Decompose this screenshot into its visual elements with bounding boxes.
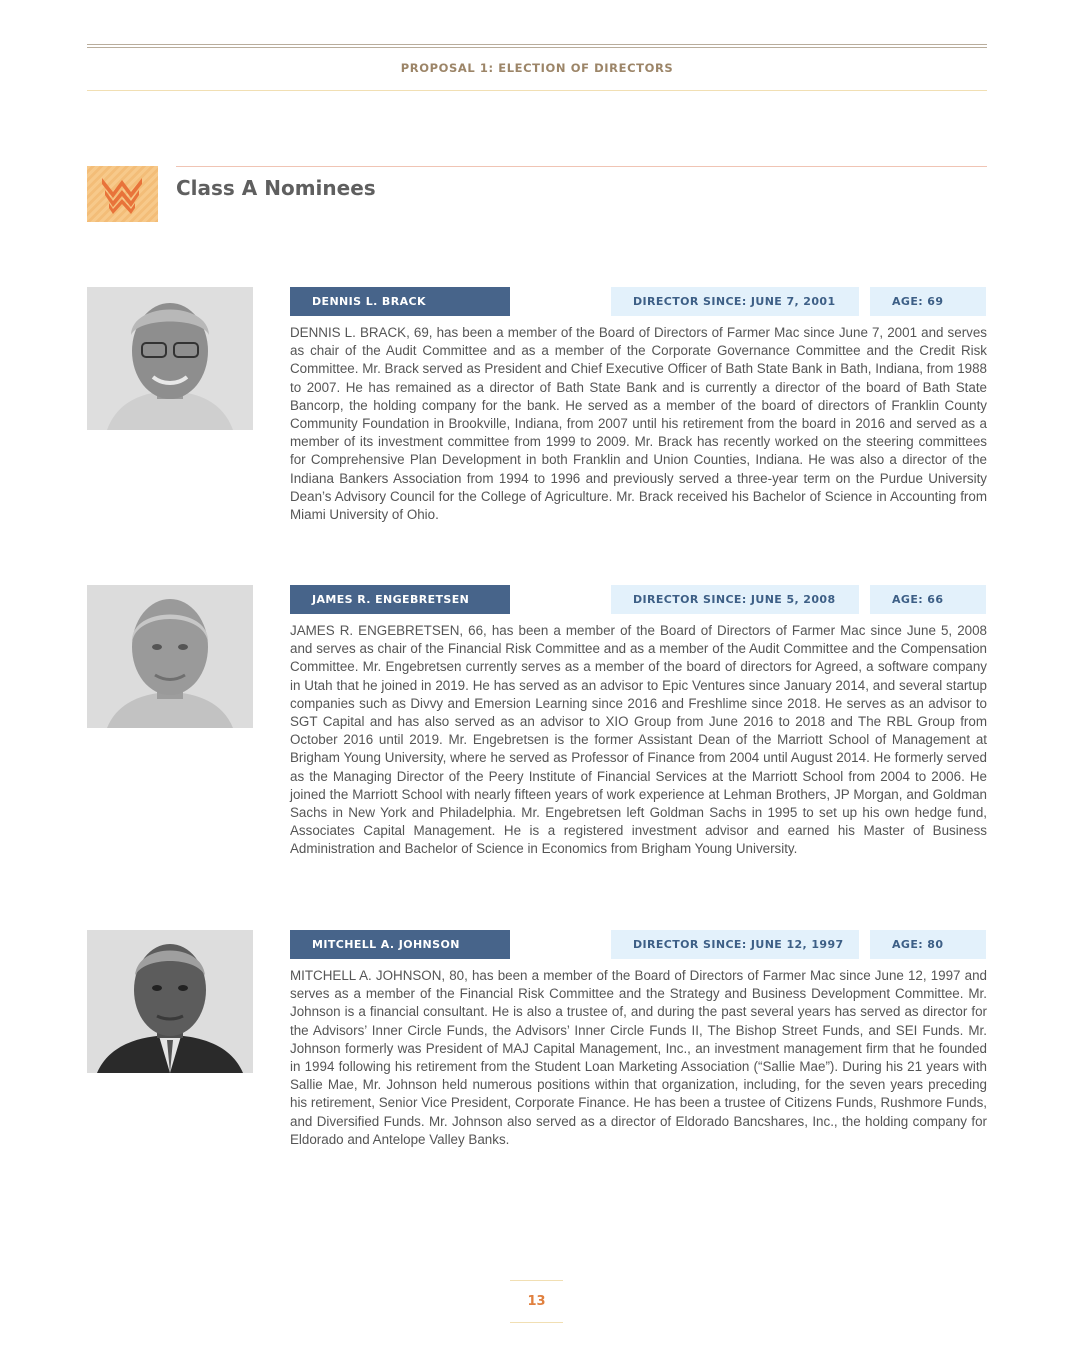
header-rule-second [87, 47, 987, 48]
nominee-card-johnson [290, 930, 987, 1160]
farmer-mac-logo [87, 166, 158, 222]
director-since-bar: DIRECTOR SINCE: JUNE 12, 1997 [611, 930, 859, 959]
nominee-photo-brack [87, 287, 253, 430]
age-bar: AGE: 80 [870, 930, 986, 959]
page-number: 13 [527, 1294, 546, 1309]
section-title: Class A Nominees [176, 176, 376, 200]
section-header-label: PROPOSAL 1: ELECTION OF DIRECTORS [400, 61, 674, 75]
chevron-logo-icon [87, 166, 158, 222]
age-bar: AGE: 69 [870, 287, 986, 316]
director-since-bar: DIRECTOR SINCE: JUNE 7, 2001 [611, 287, 859, 316]
age-bar: AGE: 66 [870, 585, 986, 614]
nominee-photo-engebretsen [87, 585, 253, 728]
nominee-card-engebretsen [290, 585, 987, 875]
portrait-image [87, 585, 253, 728]
page-number-rule-bottom [510, 1322, 563, 1323]
portrait-image [87, 287, 253, 430]
nominee-bio: DENNIS L. BRACK, 69, has been a member of the Board of Directors of Farmer Mac since June 7, 2001 and serves as chair of the Audit Committee and as a member of the Corporate Governance Committee and the Credit Risk Committee. Mr. Brack served as President and Chief Executive Officer of Bath State Bank in Bath, Indiana, from 1988 to 2007. He has remained as a director of Bath State Bank and is currently a director of the board of Bath State Bancorp, the holding company for the bank. He served as a member of the board of directors of Franklin County Community Foundation in Brookville, Indiana, from 2007 until his retirement from the board in 2016 and served as a member of its investment committee from 1999 to 2009. Mr. Brack has recently worked on the steering committees for Comprehensive Plan Development in both Franklin and Union Counties, Indiana. He was also a director of the Indiana Bankers Association from 1994 to 1996 and previously served a three-year term on the Purdue University Dean’s Advisory Council for the College of Agriculture. Mr. Brack received his Bachelor of Science in Accounting from Miami University of Ohio. [290, 325, 987, 523]
header-rule-bottom [87, 90, 987, 91]
section-title-rule [176, 166, 987, 167]
nominee-card-brack [290, 287, 987, 537]
portrait-image [87, 930, 253, 1073]
director-since-bar: DIRECTOR SINCE: JUNE 5, 2008 [611, 585, 859, 614]
nominee-name-bar: MITCHELL A. JOHNSON [290, 930, 510, 959]
nominee-name-bar: JAMES R. ENGEBRETSEN [290, 585, 510, 614]
nominee-name-bar: DENNIS L. BRACK [290, 287, 510, 316]
page-number-rule-top [510, 1280, 563, 1281]
nominee-bio: JAMES R. ENGEBRETSEN, 66, has been a member of the Board of Directors of Farmer Mac since June 5, 2008 and serves as chair of the Financial Risk Committee and as a member of the Audit Committee and the Compensation Committee. Mr. Engebretsen currently serves as a member of the board of directors for Agreed, a software company in Utah that he joined in 2019. He has served as an advisor to Epic Ventures since January 2014, and several startup companies such as Divvy and Emersion Learning since 2016 and Freshlime since 2018. He serves as an advisor to SGT Capital and has also served as an advisor to XIO Group from June 2016 to 2018 and The RBL Group from October 2016 until 2019. Mr. Engebretsen is the former Assistant Dean of the Marriott School of Management at Brigham Young University, where he served as Professor of Finance from 2004 until August 2014. He formerly served as the Managing Director of the Peery Institute of Financial Services at the Marriott School from 2004 to 2006. He joined the Marriott School with nearly fifteen years of work experience at Lehman Brothers, JP Morgan, and Goldman Sachs in New York and Philadelphia. Mr. Engebretsen left Goldman Sachs in 1995 to set up his own hedge fund, Associates Capital Management. He is a registered investment advisor and earned his Master of Business Administration and Bachelor of Science in Economics from Brigham Young University. [290, 623, 987, 857]
nominee-photo-johnson [87, 930, 253, 1073]
nominee-bio: MITCHELL A. JOHNSON, 80, has been a member of the Board of Directors of Farmer Mac since June 12, 1997 and serves as a member of the Financial Risk Committee and the Strategy and Business Development Committee. Mr. Johnson is a financial consultant. He is also a trustee of, and during the past several years has served as director for the Advisors’ Inner Circle Funds, the Advisors’ Inner Circle Funds II, The Bishop Street Funds, and SEI Funds. Mr. Johnson formerly was President of MAJ Capital Management, Inc., an investment management firm that he founded in 1994 following his retirement from the Student Loan Marketing Association (“Sallie Mae”). During his 21 years with Sallie Mae, Mr. Johnson held numerous positions within that organization, including, for the seven years preceding his retirement, Senior Vice President, Corporate Finance. He has been a trustee of Citizens Funds, Rushmore Funds, and Diversified Funds. Mr. Johnson also served as a director of Eldorado Bancshares, Inc., the holding company for Eldorado and Antelope Valley Banks. [290, 968, 987, 1147]
header-rule-top [87, 44, 987, 45]
